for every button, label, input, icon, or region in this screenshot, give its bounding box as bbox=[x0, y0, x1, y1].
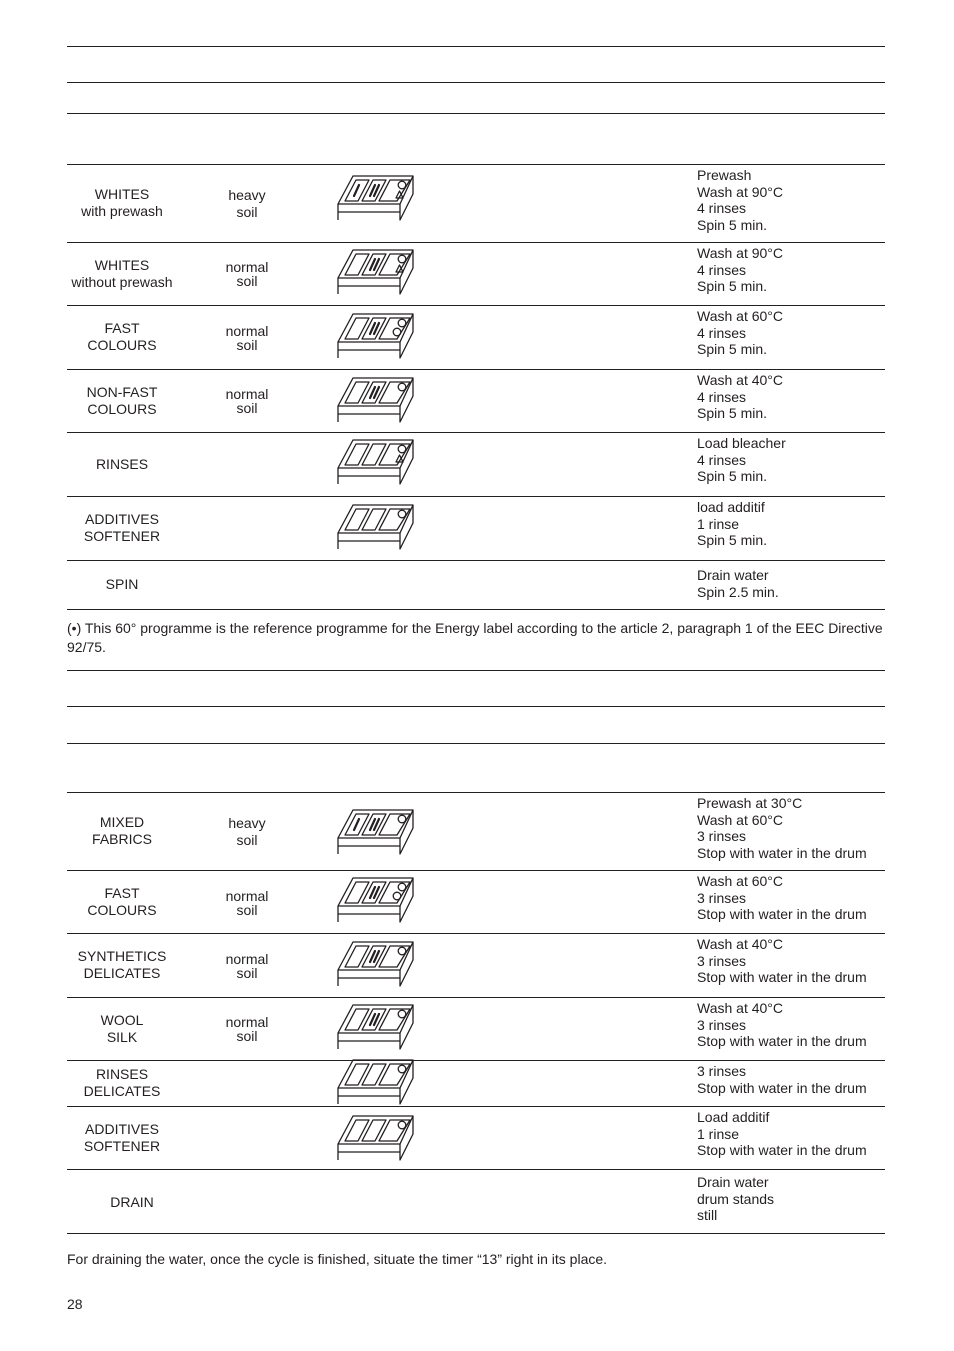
cycle-steps: load additif 1 rinse Spin 5 min. bbox=[697, 499, 768, 549]
program-name: SYNTHETICS DELICATES bbox=[77, 948, 167, 981]
program-name: ADDITIVES SOFTENER bbox=[83, 511, 161, 544]
cycle-steps: Drain water drum stands still bbox=[697, 1174, 775, 1224]
program-name: WHITES with prewash bbox=[81, 186, 163, 219]
cycle-steps: 3 rinses Stop with water in the drum bbox=[697, 1063, 867, 1096]
soil-level: normal soil bbox=[225, 951, 269, 981]
detergent-drawer-icon bbox=[335, 438, 415, 488]
row-divider bbox=[67, 1233, 885, 1234]
rule bbox=[67, 743, 885, 744]
program-name: NON-FAST COLOURS bbox=[86, 384, 158, 417]
cycle-steps: Prewash Wash at 90°C 4 rinses Spin 5 min. bbox=[697, 167, 784, 233]
program-name: FAST COLOURS bbox=[87, 320, 157, 353]
detergent-drawer-icon bbox=[335, 376, 415, 426]
soil-level: heavy soil bbox=[228, 187, 266, 220]
detergent-drawer-icon bbox=[335, 876, 415, 926]
table-row bbox=[67, 998, 885, 1060]
rule bbox=[67, 82, 885, 83]
detergent-drawer-icon bbox=[335, 1003, 415, 1053]
rule bbox=[67, 113, 885, 114]
program-name: RINSES DELICATES bbox=[83, 1066, 161, 1099]
soil-level: heavy soil bbox=[228, 815, 266, 848]
table-row bbox=[67, 243, 885, 305]
table-row bbox=[67, 433, 885, 496]
rule bbox=[67, 670, 885, 671]
page-number: 28 bbox=[67, 1296, 83, 1312]
table-row bbox=[67, 1107, 885, 1169]
cycle-steps: Wash at 60°C 3 rinses Stop with water in the drum bbox=[697, 873, 867, 923]
cycle-steps: Prewash at 30°C Wash at 60°C 3 rinses Stop with water in the drum bbox=[697, 795, 867, 861]
program-name: FAST COLOURS bbox=[87, 885, 157, 918]
detergent-drawer-icon bbox=[335, 503, 415, 553]
program-name: SPIN bbox=[105, 576, 139, 592]
table-row bbox=[67, 497, 885, 560]
program-name: RINSES bbox=[95, 456, 149, 472]
drain-note: For draining the water, once the cycle is finished, situate the timer “13” right in its place. bbox=[67, 1251, 608, 1267]
soil-level: normal soil bbox=[225, 888, 269, 918]
table-row bbox=[67, 165, 885, 242]
program-name: ADDITIVES SOFTENER bbox=[83, 1121, 161, 1154]
program-name: DRAIN bbox=[110, 1194, 154, 1210]
cycle-steps: Drain water Spin 2.5 min. bbox=[697, 567, 779, 600]
detergent-drawer-icon bbox=[335, 808, 415, 858]
table-row bbox=[67, 871, 885, 933]
detergent-drawer-icon bbox=[335, 248, 415, 298]
cycle-steps: Wash at 60°C 4 rinses Spin 5 min. bbox=[697, 308, 784, 358]
cycle-steps: Wash at 40°C 4 rinses Spin 5 min. bbox=[697, 372, 784, 422]
cycle-steps: Load additif 1 rinse Stop with water in the drum bbox=[697, 1109, 867, 1159]
table-row bbox=[67, 934, 885, 997]
energy-label-note bbox=[67, 619, 885, 657]
table-row bbox=[67, 561, 885, 609]
detergent-drawer-icon bbox=[335, 1114, 415, 1164]
soil-level: normal soil bbox=[225, 259, 269, 289]
detergent-drawer-icon bbox=[335, 312, 415, 362]
cycle-steps: Load bleacher 4 rinses Spin 5 min. bbox=[697, 435, 786, 485]
detergent-drawer-icon bbox=[335, 940, 415, 990]
detergent-drawer-icon bbox=[335, 1058, 415, 1108]
table-row bbox=[67, 793, 885, 870]
program-name: WHITES without prewash bbox=[71, 257, 173, 290]
soil-level: normal soil bbox=[225, 323, 269, 353]
table-row bbox=[67, 1061, 885, 1106]
bullet-marker: (•) bbox=[67, 620, 82, 636]
row-divider bbox=[67, 609, 885, 610]
program-name: WOOL SILK bbox=[100, 1012, 144, 1045]
program-name: MIXED FABRICS bbox=[92, 814, 152, 847]
cycle-steps: Wash at 40°C 3 rinses Stop with water in the drum bbox=[697, 1000, 867, 1050]
rule bbox=[67, 706, 885, 707]
cycle-steps: Wash at 90°C 4 rinses Spin 5 min. bbox=[697, 245, 784, 295]
soil-level: normal soil bbox=[225, 1014, 269, 1044]
table-row bbox=[67, 370, 885, 432]
detergent-drawer-icon bbox=[335, 174, 415, 224]
table-row bbox=[67, 306, 885, 369]
note-text: This 60° programme is the reference programme for the Energy label according to the article 2, paragraph 1 of the EEC Directive 92/75. bbox=[67, 620, 883, 655]
table-row bbox=[67, 1170, 885, 1233]
cycle-steps: Wash at 40°C 3 rinses Stop with water in the drum bbox=[697, 936, 867, 986]
soil-level: normal soil bbox=[225, 386, 269, 416]
rule bbox=[67, 46, 885, 47]
